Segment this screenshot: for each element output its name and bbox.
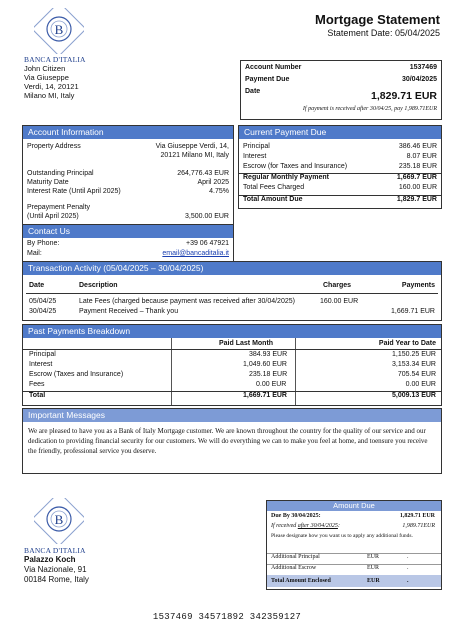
phone-label: By Phone: <box>27 240 60 247</box>
late-label-c: : <box>337 523 340 529</box>
tx-payments: 1,669.71 EUR <box>391 308 435 315</box>
additional-principal-label: Additional Principal <box>271 554 320 560</box>
pp-ytd: 3,153.34 EUR <box>392 361 436 368</box>
bank-logo <box>34 8 84 54</box>
date-label: Date <box>245 88 261 95</box>
th-paid-ytd: Paid Year to Date <box>378 340 436 347</box>
apply-instruction: Please designate how you want us to apply any additional funds. <box>271 533 413 539</box>
th-paid-last-month: Paid Last Month <box>219 340 274 347</box>
cp-regular-value: 1,669.7 EUR <box>396 174 437 181</box>
remit-name: Palazzo Koch <box>24 555 76 564</box>
cp-principal-value: 386.46 EUR <box>398 143 437 150</box>
pp-last: 235.18 EUR <box>249 371 288 378</box>
cp-interest-label: Interest <box>243 153 267 160</box>
additional-principal-input[interactable]: . <box>407 554 409 560</box>
cp-interest-value: 8.07 EUR <box>406 153 437 160</box>
property-value-2: 20121 Milano MI, Italy <box>160 152 229 159</box>
customer-name: John Citizen <box>24 64 66 73</box>
additional-escrow-label: Additional Escrow <box>271 565 317 571</box>
th-date: Date <box>29 282 45 289</box>
amount-due-total: 1,829.71 EUR <box>371 90 437 102</box>
transactions-box <box>22 261 442 321</box>
remit-address <box>24 555 89 585</box>
past-payments-box <box>22 324 442 406</box>
bank-name-bottom: BANCA D'ITALIA <box>24 546 86 555</box>
email-link[interactable]: email@bancaditalia.it <box>162 250 229 257</box>
due-by-value: 1,829.71 EUR <box>399 513 435 519</box>
customer-line2: Verdi, 14, 20121 <box>24 82 79 91</box>
pp-label: Fees <box>29 381 45 388</box>
account-number: 1537469 <box>409 64 437 71</box>
customer-line3: Milano MI, Italy <box>24 91 75 100</box>
cp-regular-label: Regular Monthly Payment <box>243 174 329 181</box>
past-payments-header: Past Payments Breakdown <box>23 325 441 338</box>
pp-last: 384.93 EUR <box>249 351 288 358</box>
maturity-label: Maturity Date <box>27 179 69 186</box>
payment-code-line: 1537469 34571892 342359127 <box>152 612 302 622</box>
messages-body: We are pleased to have you as a Bank of Italy Mortgage customer. We are known throughout the country for the quality of our service and our dedication to providing financial security for our customers. We will do everything we can to make you feel at home, and toensure you receive the friendly, professional service you deserve. <box>28 427 428 455</box>
amount-due-coupon <box>266 500 442 590</box>
penalty-period: (Until April 2025) <box>27 213 79 220</box>
account-number-label: Account Number <box>245 64 302 71</box>
messages-header: Important Messages <box>23 409 441 422</box>
maturity-value: April 2025 <box>197 179 229 186</box>
page-title: Mortgage Statement <box>315 12 440 27</box>
cp-escrow-label: Escrow (for Taxes and Insurance) <box>243 163 348 170</box>
additional-principal-currency: EUR <box>367 554 379 560</box>
account-info-header: Account Information <box>23 126 233 139</box>
late-value: 1,989.71EUR <box>402 523 435 529</box>
cp-total-label: Total Amount Due <box>243 196 303 203</box>
statement-date: Statement Date: 05/04/2025 <box>327 28 440 38</box>
cp-total-value: 1,829.7 EUR <box>396 196 437 203</box>
cp-fees-label: Total Fees Charged <box>243 184 305 191</box>
pp-last: 1,049.60 EUR <box>243 361 287 368</box>
svg-text:B: B <box>54 22 64 37</box>
customer-line1: Via Giuseppe <box>24 73 69 82</box>
pp-last: 0.00 EUR <box>256 381 287 388</box>
late-payment-note: If payment is received after 30/04/25, pay 1,989.71EUR <box>302 106 437 112</box>
rate-label: Interest Rate (Until April 2025) <box>27 188 121 195</box>
property-value-1: Via Giuseppe Verdi, 14, <box>155 143 229 150</box>
late-label-a: If received <box>271 523 298 529</box>
mail-label: Mail: <box>27 250 42 257</box>
total-enclosed-label: Total Amount Enclosed <box>271 578 331 584</box>
property-label: Property Address <box>27 143 81 150</box>
tx-desc: Late Fees (charged because payment was received after 30/04/2025) <box>79 298 295 305</box>
pp-label: Escrow (Taxes and Insurance) <box>29 371 124 378</box>
tx-date: 05/04/25 <box>29 298 57 305</box>
penalty-label: Prepayment Penalty <box>27 204 91 211</box>
cp-principal-label: Principal <box>243 143 270 150</box>
tx-date: 30/04/25 <box>29 308 57 315</box>
contact-header: Contact Us <box>23 225 233 238</box>
transactions-header: Transaction Activity (05/04/2025 – 30/04/2025) <box>23 262 441 275</box>
th-charges: Charges <box>323 282 352 289</box>
cp-escrow-value: 235.18 EUR <box>398 163 437 170</box>
th-payments: Payments <box>401 282 435 289</box>
due-by-label: Due By 30/04/2025: <box>271 513 321 519</box>
pp-total-last: 1,669.71 EUR <box>243 392 287 399</box>
bank-logo-bottom <box>34 498 84 544</box>
total-enclosed-input[interactable]: . <box>407 578 409 584</box>
account-info-box <box>22 125 234 226</box>
pp-ytd: 0.00 EUR <box>405 381 436 388</box>
additional-escrow-currency: EUR <box>367 565 379 571</box>
tx-desc: Payment Received – Thank you <box>79 308 179 315</box>
contact-box <box>22 224 234 262</box>
payment-due-date: 30/04/2025 <box>401 76 437 83</box>
pp-total-ytd: 5,009.13 EUR <box>392 392 436 399</box>
current-payment-box <box>238 125 442 209</box>
rate-value: 4.75% <box>209 188 229 195</box>
pp-label: Principal <box>29 351 56 358</box>
svg-text:B: B <box>54 512 64 527</box>
pp-ytd: 1,150.25 EUR <box>392 351 436 358</box>
messages-box <box>22 408 442 474</box>
remit-line1: Via Nazionale, 91 <box>24 565 87 574</box>
pp-label: Interest <box>29 361 53 368</box>
late-label-b: after 30/04/2025 <box>297 523 338 529</box>
pp-ytd: 705.54 EUR <box>397 371 436 378</box>
cp-fees-value: 160.00 EUR <box>398 184 437 191</box>
th-description: Description <box>79 282 118 289</box>
summary-box <box>240 60 442 120</box>
bank-name: BANCA D'ITALIA <box>24 55 86 64</box>
remit-line2: 00184 Rome, Italy <box>24 575 89 584</box>
penalty-value: 3,500.00 EUR <box>185 213 229 220</box>
payment-due-label: Payment Due <box>245 76 290 83</box>
principal-label: Outstanding Principal <box>27 170 94 177</box>
additional-escrow-input[interactable]: . <box>407 565 409 571</box>
current-payment-header: Current Payment Due <box>239 126 441 139</box>
principal-value: 264,776.43 EUR <box>177 170 229 177</box>
total-enclosed-currency: EUR <box>367 578 380 584</box>
tx-charges: 160.00 EUR <box>320 298 359 305</box>
amount-due-header: Amount Due <box>267 501 441 511</box>
phone-number[interactable]: +39 06 47921 <box>185 240 229 247</box>
customer-address <box>24 64 79 100</box>
pp-total-label: Total <box>29 392 46 399</box>
